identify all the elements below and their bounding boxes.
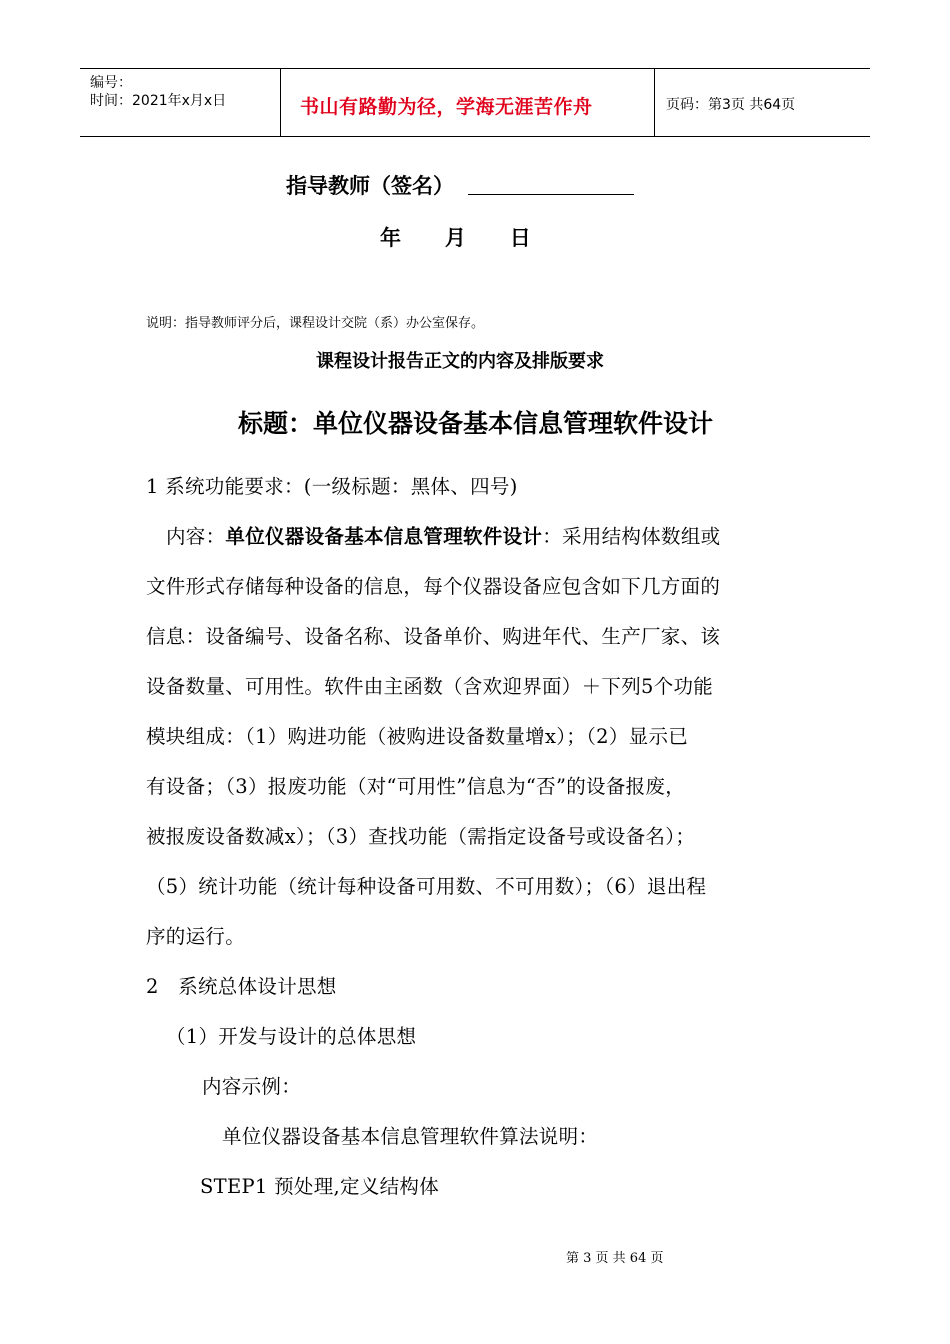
para-bold-title: 单位仪器设备基本信息管理软件设计	[225, 525, 543, 548]
paragraph-line-1	[146, 512, 826, 562]
heading-2: 2 系统总体设计思想	[146, 975, 337, 998]
paragraph-line: （5）统计功能（统计每种设备可用数、不可用数）；（6）退出程	[146, 875, 707, 898]
step1-text: STEP1 预处理,定义结构体	[200, 1175, 440, 1198]
para-prefix: 内容：	[166, 525, 226, 548]
header-divider-1	[280, 68, 281, 136]
signature-line	[468, 194, 634, 195]
header-motto: 书山有路勤为径，学海无涯苦作舟	[300, 96, 593, 118]
header-time: 时间：2021年x月x日	[90, 93, 227, 109]
content-paragraph	[146, 512, 826, 962]
signature-label-text: 指导教师（签名）	[286, 174, 454, 198]
header-bottom-border	[80, 136, 870, 137]
example-label: 内容示例：	[202, 1075, 302, 1098]
paragraph-line: 序的运行。	[146, 925, 246, 948]
heading-3: （1）开发与设计的总体思想	[166, 1025, 417, 1048]
paragraph-line: 被报废设备数减x）；（3）查找功能（需指定设备号或设备名）；	[146, 825, 696, 848]
header-page-info: 页码：第3页 共64页	[666, 97, 796, 113]
section-title: 课程设计报告正文的内容及排版要求	[316, 351, 604, 372]
paragraph-line: 文件形式存储每种设备的信息，每个仪器设备应包含如下几方面的	[146, 575, 721, 598]
page-footer: 第 3 页 共 64 页	[566, 1251, 664, 1266]
paragraph-line: 模块组成：（1）购进功能（被购进设备数量增x）；（2）显示已	[146, 725, 689, 748]
signature-label	[286, 170, 454, 200]
header-top-border	[80, 68, 870, 69]
note-text: 说明：指导教师评分后，课程设计交院（系）办公室保存。	[146, 316, 485, 331]
heading-1: 1 系统功能要求：(一级标题：黑体、四号)	[146, 475, 518, 498]
main-title: 标题：单位仪器设备基本信息管理软件设计	[238, 409, 714, 438]
paragraph-line: 有设备；（3）报废功能（对“可用性”信息为“否”的设备报废，	[146, 775, 686, 798]
algo-title: 单位仪器设备基本信息管理软件算法说明：	[222, 1125, 599, 1148]
paragraph-line: 设备数量、可用性。软件由主函数（含欢迎界面）＋下列5个功能	[146, 675, 714, 698]
signature-date: 年 月 日	[380, 226, 531, 250]
paragraph-line: 信息：设备编号、设备名称、设备单价、购进年代、生产厂家、该	[146, 625, 721, 648]
para-line-0: ：采用结构体数组或	[542, 525, 721, 548]
header-code-label: 编号：	[90, 75, 132, 91]
header-divider-2	[654, 68, 655, 136]
